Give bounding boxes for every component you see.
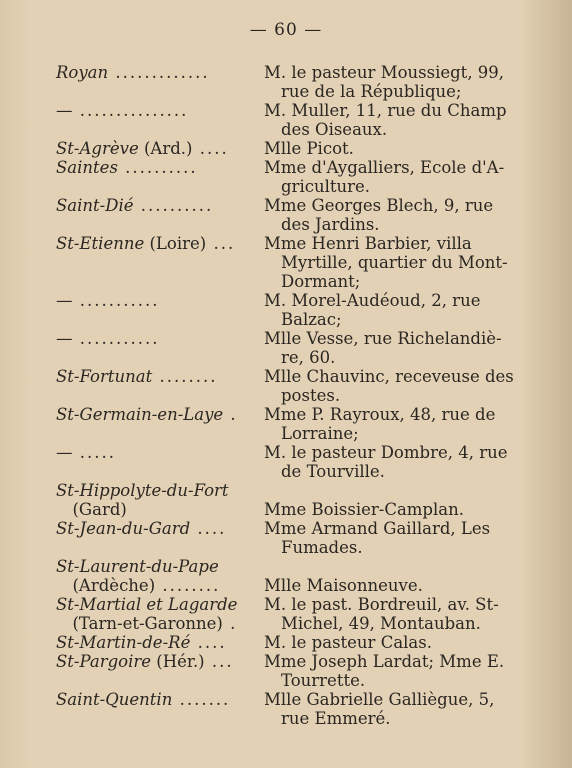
- directory-entry: [0, 367, 572, 405]
- leader-dots: ..........: [133, 196, 214, 215]
- place-label: —: [56, 291, 73, 310]
- leader-dots: .: [223, 405, 238, 424]
- leader-dots: ........: [152, 367, 218, 386]
- contact-line: M. Muller, 11, rue du Champ: [264, 101, 507, 120]
- contact-line: Mlle Chauvinc, receveuse des: [264, 367, 514, 386]
- contact-line: Mlle Maisonneuve.: [264, 576, 423, 595]
- contact-info: [264, 595, 520, 633]
- place-label: —: [56, 443, 73, 462]
- directory-entry: [0, 139, 572, 158]
- leader-dots: .....: [72, 443, 116, 462]
- contact-line: des Oiseaux.: [281, 120, 388, 139]
- place-qualifier: (Hér.): [151, 652, 205, 671]
- directory-entry: [0, 196, 572, 234]
- contact-info: [264, 367, 520, 405]
- place-label: Saint-Quentin: [56, 690, 173, 709]
- leader-dots: ........: [155, 576, 221, 595]
- contact-info: [264, 652, 520, 690]
- place-label: Saintes: [56, 158, 118, 177]
- leader-dots: ...........: [72, 291, 160, 310]
- leader-dots: ...: [204, 652, 234, 671]
- leader-dots: .: [222, 614, 238, 633]
- contact-line: Mlle Vesse, rue Richelandiè-: [264, 329, 502, 348]
- place-qualifier: (Ardèche): [56, 576, 156, 595]
- contact-info: [264, 234, 520, 291]
- place-label: Royan: [56, 63, 109, 82]
- place-label: St-Pargoire: [56, 652, 152, 671]
- directory-entry: [0, 158, 572, 196]
- directory-entry: [0, 234, 572, 291]
- contact-info: [264, 101, 520, 139]
- contact-info: [264, 633, 520, 652]
- directory-entry: [0, 652, 572, 690]
- leader-dots: ...........: [72, 329, 160, 348]
- leader-dots: ..........: [117, 158, 198, 177]
- contact-line: re, 60.: [281, 348, 336, 367]
- place-label: Saint-Dié: [56, 196, 134, 215]
- contact-line: Tourrette.: [281, 671, 366, 690]
- contact-line: M. le pasteur Calas.: [264, 633, 432, 652]
- place-name: [56, 158, 246, 177]
- contact-line: Mme Armand Gaillard, Les: [264, 519, 491, 538]
- contact-info: [264, 158, 520, 196]
- place-name: [56, 443, 246, 462]
- directory-entry: [0, 519, 572, 557]
- place-name: [56, 196, 246, 215]
- place-name: [56, 101, 246, 120]
- place-name: [56, 557, 246, 595]
- place-name: [56, 633, 246, 652]
- directory-list: [0, 63, 572, 728]
- leader-dots: ...: [206, 234, 236, 253]
- place-label: St-Etienne: [56, 234, 145, 253]
- directory-entry: [0, 405, 572, 443]
- contact-info: [264, 63, 520, 101]
- place-label: St-Martial et Lagarde: [56, 595, 238, 614]
- place-label: St-Jean-du-Gard: [56, 519, 191, 538]
- place-name: [56, 652, 246, 671]
- directory-entry: [0, 443, 572, 481]
- contact-line: M. le pasteur Moussiegt, 99,: [264, 63, 505, 82]
- contact-line: Mme Henri Barbier, villa: [264, 234, 472, 253]
- contact-line: Mme Georges Blech, 9, rue: [264, 196, 494, 215]
- contact-line: rue de la République;: [281, 82, 462, 101]
- page-number: — 60 —: [249, 20, 323, 40]
- directory-entry: [0, 557, 572, 595]
- contact-line: Mlle Picot.: [264, 139, 354, 158]
- contact-info: [264, 329, 520, 367]
- place-name: [56, 139, 246, 158]
- place-qualifier: (Ard.): [138, 139, 193, 158]
- contact-info: [264, 557, 520, 595]
- place-label: St-Laurent-du-Pape: [56, 557, 219, 576]
- directory-entry: [0, 690, 572, 728]
- contact-line: Mme d'Aygalliers, Ecole d'A-: [264, 158, 505, 177]
- directory-entry: [0, 101, 572, 139]
- contact-info: [264, 443, 520, 481]
- contact-line: Mlle Gabrielle Galliègue, 5,: [264, 690, 495, 709]
- contact-info: [264, 139, 520, 158]
- contact-line: de Tourville.: [281, 462, 385, 481]
- contact-line: Lorraine;: [281, 424, 359, 443]
- place-label: St-Hippolyte-du-Fort: [56, 481, 229, 500]
- place-name: [56, 234, 246, 253]
- contact-line: Balzac;: [281, 310, 342, 329]
- place-label: St-Germain-en-Laye: [56, 405, 224, 424]
- leader-dots: ....: [190, 633, 227, 652]
- place-name: [56, 690, 246, 709]
- leader-dots: .......: [172, 690, 231, 709]
- leader-dots: .............: [108, 63, 210, 82]
- directory-entry: [0, 63, 572, 101]
- contact-line: postes.: [281, 386, 341, 405]
- place-name: [56, 519, 246, 538]
- place-qualifier: (Loire): [144, 234, 207, 253]
- place-name: [56, 481, 246, 519]
- contact-line: [264, 557, 520, 576]
- leader-dots: ....: [192, 139, 229, 158]
- directory-entry: [0, 481, 572, 519]
- contact-line: M. le past. Bordreuil, av. St-: [264, 595, 499, 614]
- contact-line: Mme Boissier-Camplan.: [264, 500, 464, 519]
- contact-line: Dormant;: [281, 272, 361, 291]
- place-label: St-Fortunat: [56, 367, 153, 386]
- place-name: [56, 405, 246, 424]
- place-name: [56, 63, 246, 82]
- contact-line: Mme Joseph Lardat; Mme E.: [264, 652, 505, 671]
- contact-line: des Jardins.: [281, 215, 380, 234]
- contact-info: [264, 196, 520, 234]
- place-name: [56, 595, 246, 633]
- place-qualifier: (Gard): [56, 500, 127, 519]
- contact-line: griculture.: [281, 177, 371, 196]
- place-label: St-Agrève: [56, 139, 139, 158]
- contact-info: [264, 519, 520, 557]
- place-label: St-Martin-de-Ré: [56, 633, 191, 652]
- contact-info: [264, 405, 520, 443]
- directory-entry: [0, 633, 572, 652]
- contact-line: [264, 481, 520, 500]
- contact-line: Myrtille, quartier du Mont-: [281, 253, 508, 272]
- contact-info: [264, 690, 520, 728]
- contact-line: M. Morel-Audéoud, 2, rue: [264, 291, 481, 310]
- contact-line: rue Emmeré.: [281, 709, 391, 728]
- place-name: [56, 329, 246, 348]
- leader-dots: ....: [190, 519, 227, 538]
- contact-line: Fumades.: [281, 538, 363, 557]
- contact-line: M. le pasteur Dombre, 4, rue: [264, 443, 508, 462]
- contact-info: [264, 481, 520, 519]
- place-label: —: [56, 329, 73, 348]
- directory-entry: [0, 291, 572, 329]
- contact-line: Mme P. Rayroux, 48, rue de: [264, 405, 496, 424]
- place-name: [56, 367, 246, 386]
- contact-line: Michel, 49, Montauban.: [281, 614, 481, 633]
- leader-dots: ...............: [72, 101, 189, 120]
- directory-entry: [0, 329, 572, 367]
- place-qualifier: (Tarn-et-Garonne): [56, 614, 223, 633]
- place-name: [56, 291, 246, 310]
- contact-info: [264, 291, 520, 329]
- place-label: —: [56, 101, 73, 120]
- directory-entry: [0, 595, 572, 633]
